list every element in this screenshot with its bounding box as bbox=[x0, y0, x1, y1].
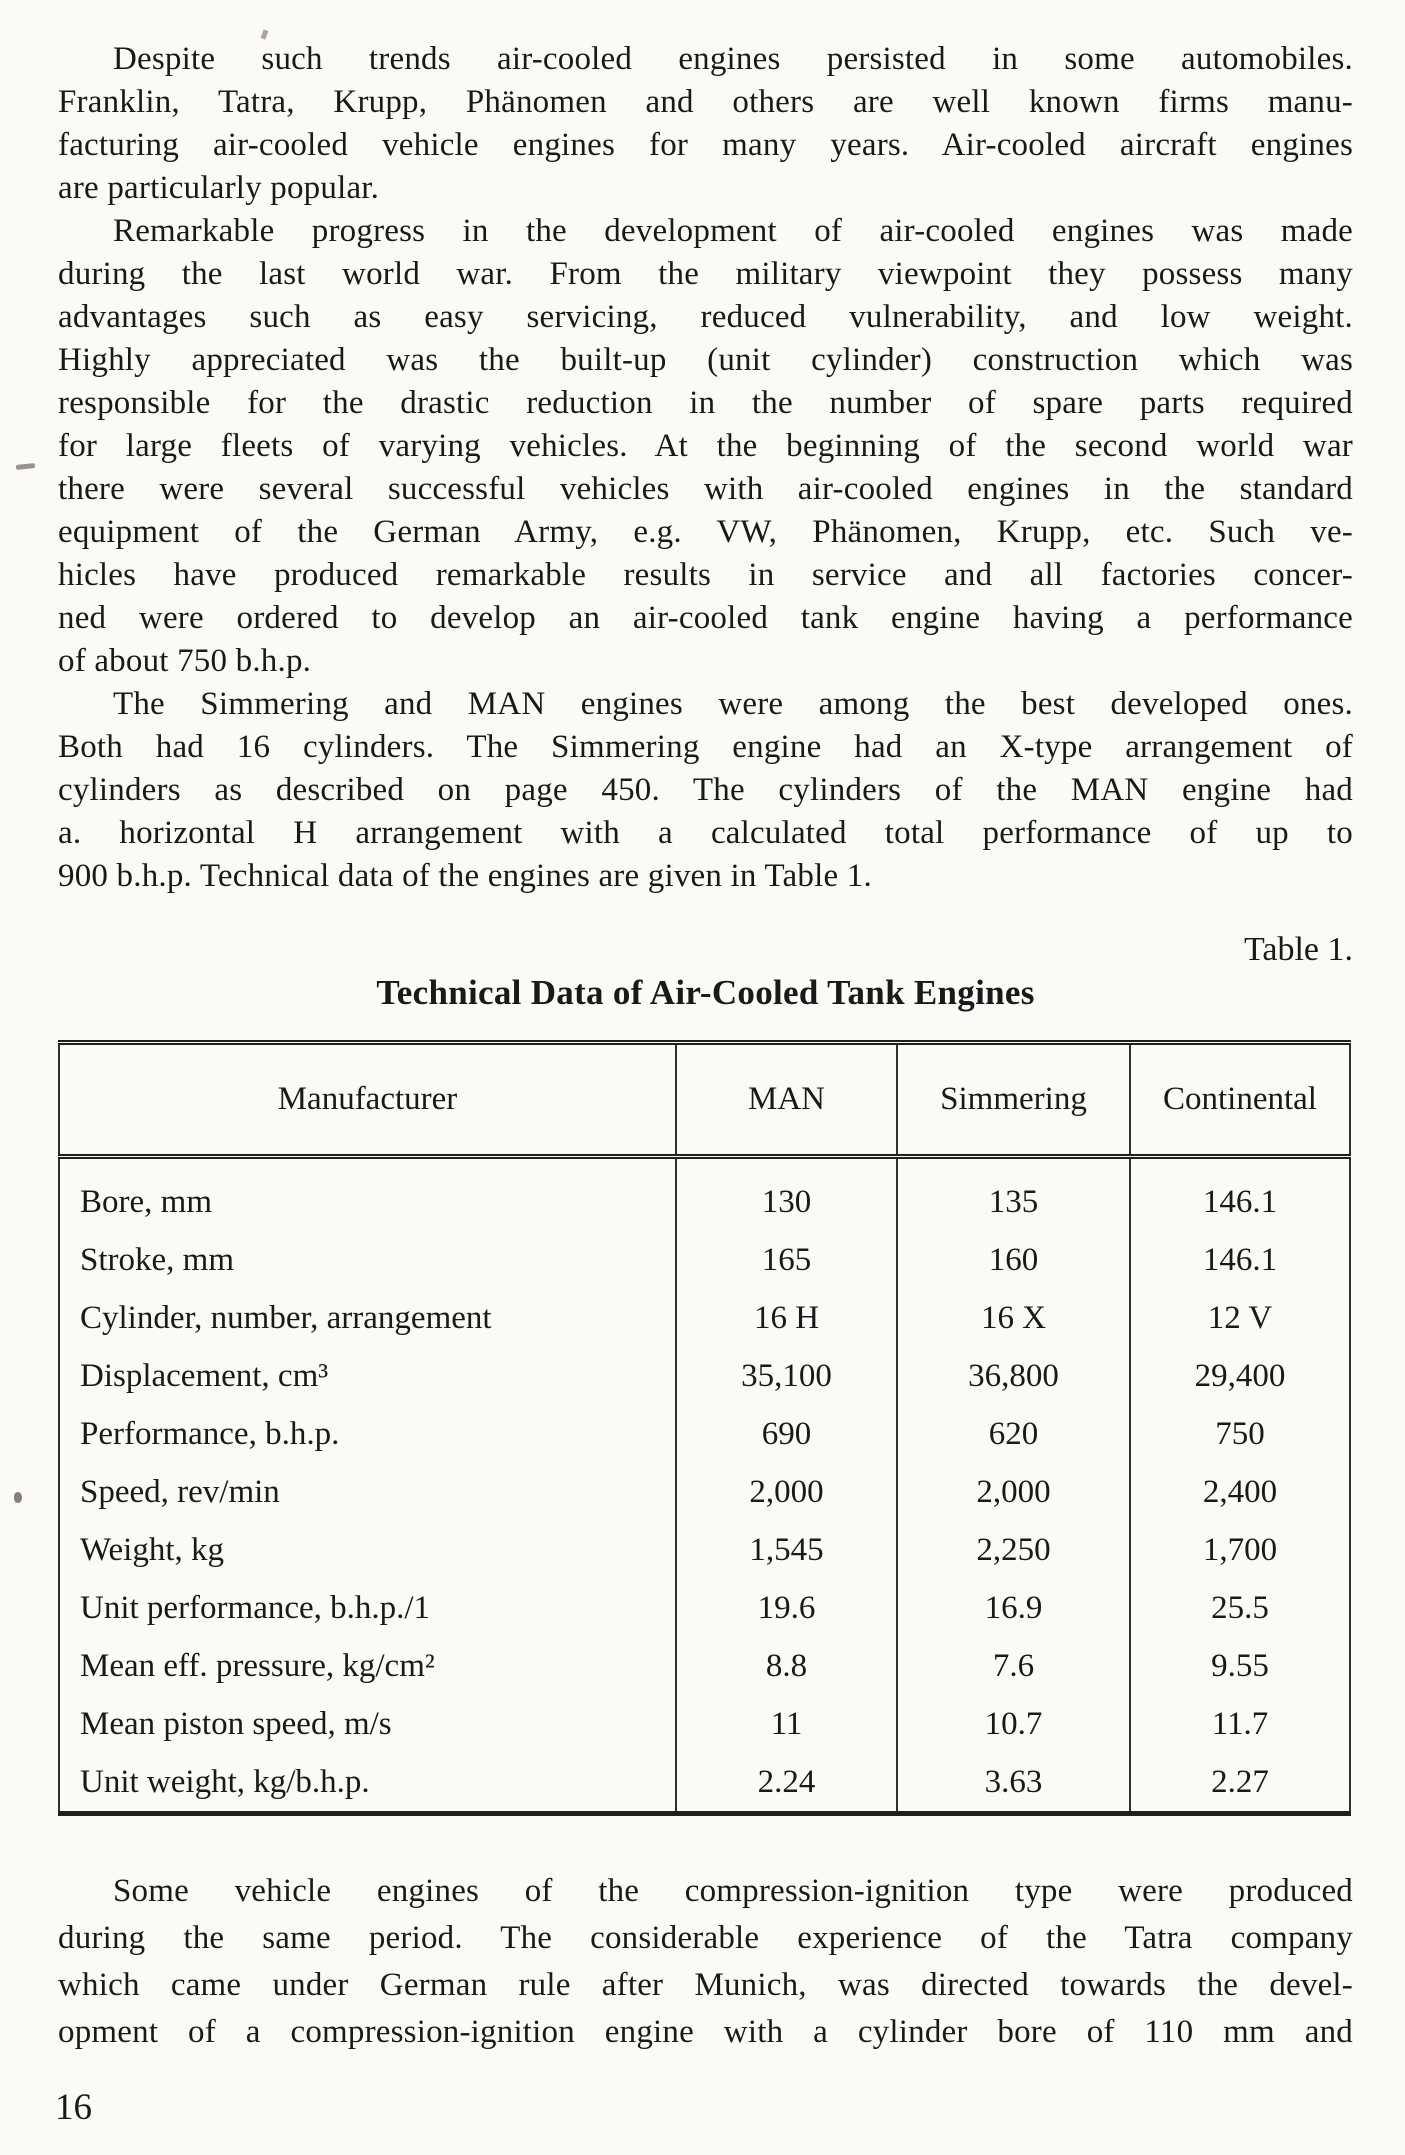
text-line: advantages such as easy servicing, reduced vulnerability, and low weight. bbox=[58, 299, 1353, 335]
paragraph bbox=[58, 1868, 1353, 2056]
row-label: Speed, rev/min bbox=[80, 1473, 280, 1510]
text-line: Franklin, Tatra, Krupp, Phänomen and others are well known firms manu- bbox=[58, 84, 1353, 120]
cell-value: 135 bbox=[897, 1157, 1130, 1232]
cell-value: 16 X bbox=[897, 1289, 1130, 1347]
row-label: Weight, kg bbox=[80, 1531, 224, 1568]
cell-value: 165 bbox=[676, 1231, 897, 1289]
text-line: The Simmering and MAN engines were among the best developed ones. bbox=[113, 686, 1353, 722]
text-line: opment of a compression-ignition engine with a cylinder bore of 110 mm and bbox=[58, 2014, 1353, 2050]
cell-value: 620 bbox=[897, 1405, 1130, 1463]
table-row bbox=[59, 1579, 1350, 1637]
cell-value: 9.55 bbox=[1130, 1637, 1350, 1695]
cell-value: 2,400 bbox=[1130, 1463, 1350, 1521]
text-line: a. horizontal H arrangement with a calculated total performance of up to bbox=[58, 815, 1353, 851]
row-label: Mean piston speed, m/s bbox=[80, 1705, 392, 1742]
text-line: during the same period. The considerable experience of the Tatra company bbox=[58, 1920, 1353, 1956]
cell-value: 130 bbox=[676, 1157, 897, 1232]
cell-value: 12 V bbox=[1130, 1289, 1350, 1347]
cell-value: 29,400 bbox=[1130, 1347, 1350, 1405]
cell-value: 690 bbox=[676, 1405, 897, 1463]
text-line: hicles have produced remarkable results in service and all factories concer- bbox=[58, 557, 1353, 593]
text-line: of about 750 b.h.p. bbox=[58, 643, 312, 679]
cell-value: 16.9 bbox=[897, 1579, 1130, 1637]
text-line: which came under German rule after Munich, was directed towards the devel- bbox=[58, 1967, 1353, 2003]
cell-value: 1,700 bbox=[1130, 1521, 1350, 1579]
table-row bbox=[59, 1521, 1350, 1579]
table-row bbox=[59, 1347, 1350, 1405]
column-header: Simmering bbox=[897, 1043, 1130, 1157]
table-row bbox=[59, 1405, 1350, 1463]
text-line: equipment of the German Army, e.g. VW, Phänomen, Krupp, etc. Such ve- bbox=[58, 514, 1353, 550]
row-label: Cylinder, number, arrangement bbox=[80, 1299, 492, 1336]
table-row bbox=[59, 1753, 1350, 1814]
cell-value: 3.63 bbox=[897, 1753, 1130, 1814]
text-line: ned were ordered to develop an air-cooled tank engine having a performance bbox=[58, 600, 1353, 636]
page-number: 16 bbox=[55, 2087, 92, 2128]
cell-value: 7.6 bbox=[897, 1637, 1130, 1695]
cell-value: 2,000 bbox=[897, 1463, 1130, 1521]
paragraph bbox=[58, 38, 1353, 210]
text-line: Both had 16 cylinders. The Simmering engine had an X-type arrangement of bbox=[58, 729, 1353, 765]
cell-value: 19.6 bbox=[676, 1579, 897, 1637]
cell-value: 8.8 bbox=[676, 1637, 897, 1695]
table-number-label: Table 1. bbox=[1243, 931, 1353, 968]
cell-value: 2,250 bbox=[897, 1521, 1130, 1579]
cell-value: 25.5 bbox=[1130, 1579, 1350, 1637]
table-row bbox=[59, 1637, 1350, 1695]
row-label: Unit weight, kg/b.h.p. bbox=[80, 1763, 370, 1800]
row-label: Displacement, cm³ bbox=[80, 1357, 329, 1394]
table-row bbox=[59, 1157, 1350, 1232]
paragraph bbox=[58, 210, 1353, 683]
cell-value: 2,000 bbox=[676, 1463, 897, 1521]
row-label: Bore, mm bbox=[80, 1183, 212, 1220]
cell-value: 2.27 bbox=[1130, 1753, 1350, 1814]
column-header: MAN bbox=[676, 1043, 897, 1157]
row-label: Stroke, mm bbox=[80, 1241, 234, 1278]
cell-value: 2.24 bbox=[676, 1753, 897, 1814]
cell-value: 750 bbox=[1130, 1405, 1350, 1463]
table-row bbox=[59, 1289, 1350, 1347]
table-row bbox=[59, 1463, 1350, 1521]
column-header: Manufacturer bbox=[59, 1043, 676, 1157]
text-line: 900 b.h.p. Technical data of the engines are given in Table 1. bbox=[58, 858, 872, 894]
cell-value: 146.1 bbox=[1130, 1157, 1350, 1232]
table-row bbox=[59, 1231, 1350, 1289]
table-row bbox=[59, 1695, 1350, 1753]
text-line: Highly appreciated was the built-up (unit cylinder) construction which was bbox=[58, 342, 1353, 378]
text-line: there were several successful vehicles with air-cooled engines in the standard bbox=[58, 471, 1353, 507]
paragraph bbox=[58, 683, 1353, 898]
table-caption: Technical Data of Air-Cooled Tank Engines bbox=[376, 973, 1035, 1012]
cell-value: 1,545 bbox=[676, 1521, 897, 1579]
cell-value: 36,800 bbox=[897, 1347, 1130, 1405]
cell-value: 10.7 bbox=[897, 1695, 1130, 1753]
text-line: cylinders as described on page 450. The cylinders of the MAN engine had bbox=[58, 772, 1353, 808]
closing-paragraph bbox=[58, 1868, 1353, 2056]
cell-value: 11.7 bbox=[1130, 1695, 1350, 1753]
body-text bbox=[58, 38, 1353, 898]
text-line: for large fleets of varying vehicles. At the beginning of the second world war bbox=[58, 428, 1353, 464]
text-line: Some vehicle engines of the compression-ignition type were produced bbox=[113, 1873, 1353, 1909]
cell-value: 16 H bbox=[676, 1289, 897, 1347]
text-line: Despite such trends air-cooled engines persisted in some automobiles. bbox=[113, 41, 1353, 77]
table-header-row bbox=[59, 1043, 1350, 1157]
cell-value: 146.1 bbox=[1130, 1231, 1350, 1289]
cell-value: 35,100 bbox=[676, 1347, 897, 1405]
text-line: Remarkable progress in the development of air-cooled engines was made bbox=[113, 213, 1353, 249]
engine-data-table bbox=[58, 1040, 1351, 1816]
text-line: during the last world war. From the military viewpoint they possess many bbox=[58, 256, 1353, 292]
row-label: Unit performance, b.h.p./1 bbox=[80, 1589, 431, 1626]
column-header: Continental bbox=[1130, 1043, 1350, 1157]
cell-value: 11 bbox=[676, 1695, 897, 1753]
text-line: responsible for the drastic reduction in the number of spare parts required bbox=[58, 385, 1353, 421]
cell-value: 160 bbox=[897, 1231, 1130, 1289]
text-line: facturing air-cooled vehicle engines for many years. Air-cooled aircraft engines bbox=[58, 127, 1353, 163]
row-label: Performance, b.h.p. bbox=[80, 1415, 340, 1452]
row-label: Mean eff. pressure, kg/cm² bbox=[80, 1647, 435, 1684]
text-line: are particularly popular. bbox=[58, 170, 380, 206]
